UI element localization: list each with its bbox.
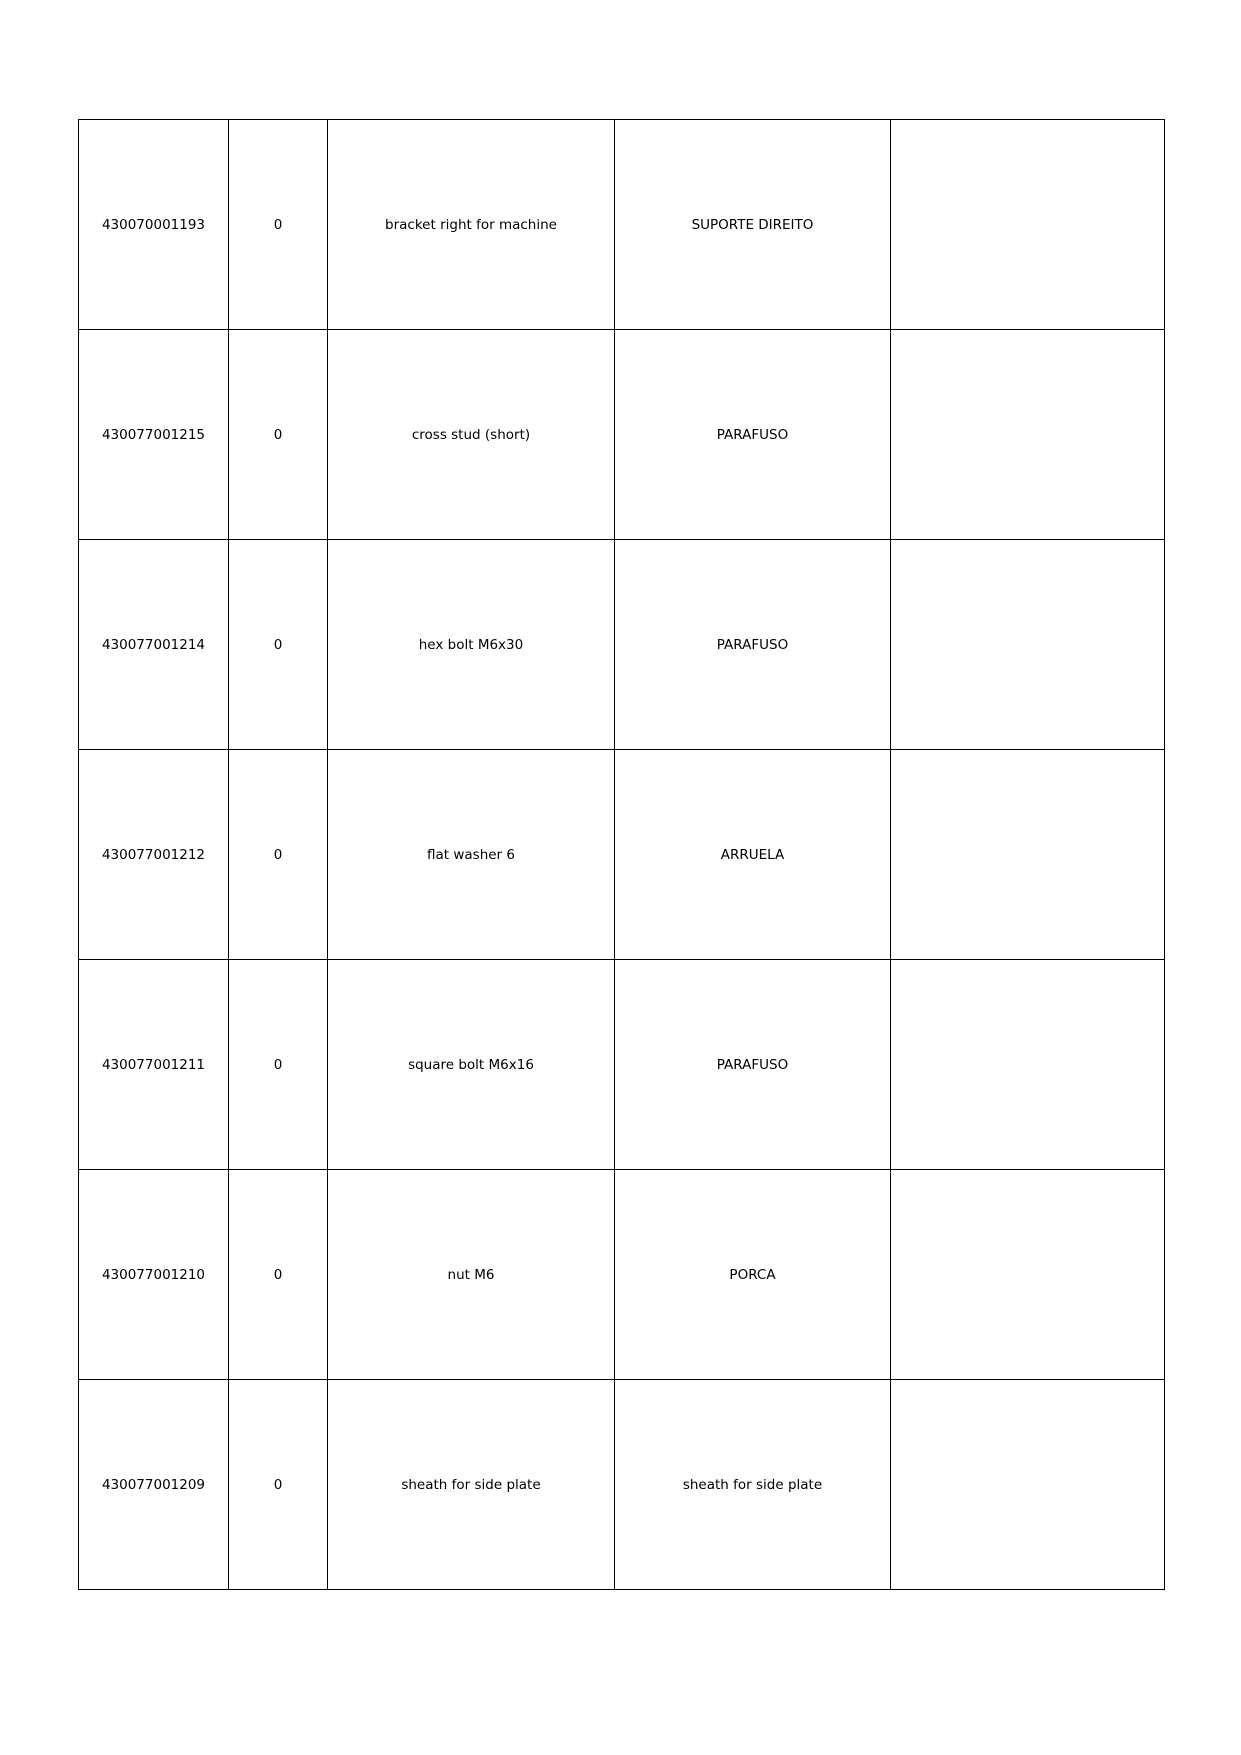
notes-cell [891,960,1165,1170]
table-row [79,540,1165,750]
description-pt-cell: PARAFUSO [615,960,891,1170]
description-en-cell: sheath for side plate [328,1380,615,1590]
part-code-cell: 430077001210 [79,1170,229,1380]
description-pt-cell: PARAFUSO [615,540,891,750]
part-code-cell: 430077001209 [79,1380,229,1590]
part-code-cell: 430077001215 [79,330,229,540]
notes-cell [891,1170,1165,1380]
quantity-cell: 0 [229,540,328,750]
description-pt-cell: PORCA [615,1170,891,1380]
quantity-cell: 0 [229,330,328,540]
table-row [79,750,1165,960]
description-en-cell: square bolt M6x16 [328,960,615,1170]
notes-cell [891,120,1165,330]
description-pt-cell: sheath for side plate [615,1380,891,1590]
description-en-cell: nut M6 [328,1170,615,1380]
notes-cell [891,1380,1165,1590]
quantity-cell: 0 [229,1170,328,1380]
description-pt-cell: ARRUELA [615,750,891,960]
table-row [79,960,1165,1170]
quantity-cell: 0 [229,120,328,330]
description-en-cell: bracket right for machine [328,120,615,330]
table-row [79,1380,1165,1590]
description-en-cell: flat washer 6 [328,750,615,960]
table-row [79,330,1165,540]
notes-cell [891,540,1165,750]
description-pt-cell: SUPORTE DIREITO [615,120,891,330]
table-row [79,120,1165,330]
part-code-cell: 430077001214 [79,540,229,750]
quantity-cell: 0 [229,1380,328,1590]
part-code-cell: 430077001212 [79,750,229,960]
part-code-cell: 430070001193 [79,120,229,330]
parts-table [78,119,1165,1590]
table-row [79,1170,1165,1380]
quantity-cell: 0 [229,960,328,1170]
notes-cell [891,330,1165,540]
part-code-cell: 430077001211 [79,960,229,1170]
description-en-cell: hex bolt M6x30 [328,540,615,750]
notes-cell [891,750,1165,960]
description-en-cell: cross stud (short) [328,330,615,540]
quantity-cell: 0 [229,750,328,960]
description-pt-cell: PARAFUSO [615,330,891,540]
